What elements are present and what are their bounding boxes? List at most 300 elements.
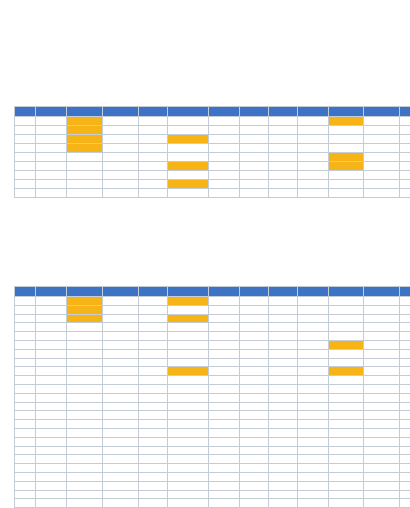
table-cell [103, 455, 139, 464]
table-cell [400, 490, 410, 499]
table-cell [67, 332, 103, 341]
table-cell [269, 144, 298, 153]
table-cell [103, 393, 139, 402]
table-cell [36, 393, 67, 402]
table-cell [364, 180, 400, 189]
table-cell [168, 117, 209, 126]
table-cell [168, 305, 209, 314]
table-row [15, 455, 410, 464]
table-cell [269, 393, 298, 402]
table-cell [240, 171, 269, 180]
section-2-table [14, 286, 410, 508]
table-cell [298, 144, 329, 153]
table-cell [240, 393, 269, 402]
table-cell [209, 428, 240, 437]
table-cell [400, 402, 410, 411]
table-cell [364, 437, 400, 446]
table-cell [139, 340, 168, 349]
table-cell [209, 314, 240, 323]
table-cell [209, 297, 240, 306]
table-cell [67, 490, 103, 499]
table-cell [240, 472, 269, 481]
table-cell [168, 144, 209, 153]
table-cell [269, 464, 298, 473]
table-cell [67, 481, 103, 490]
table-cell [67, 411, 103, 420]
table-cell [329, 402, 364, 411]
table-cell [364, 358, 400, 367]
table-cell [103, 490, 139, 499]
table-cell [298, 402, 329, 411]
table-cell [209, 472, 240, 481]
column-header [400, 107, 410, 117]
table-cell [269, 472, 298, 481]
table-cell [240, 402, 269, 411]
table-cell [15, 180, 36, 189]
table-row [15, 446, 410, 455]
table-cell [400, 376, 410, 385]
table-cell [364, 464, 400, 473]
table-cell [240, 117, 269, 126]
table-cell [139, 314, 168, 323]
table-cell [240, 323, 269, 332]
table-cell [36, 349, 67, 358]
table-row [15, 171, 410, 180]
table-cell [36, 305, 67, 314]
column-header [67, 287, 103, 297]
table-cell [168, 358, 209, 367]
table-row [15, 481, 410, 490]
table-cell [139, 499, 168, 508]
table-cell [103, 349, 139, 358]
table-cell [329, 171, 364, 180]
table-cell [400, 446, 410, 455]
table-cell [329, 135, 364, 144]
table-cell [168, 340, 209, 349]
table-cell [298, 367, 329, 376]
table-cell [168, 349, 209, 358]
table-cell [139, 420, 168, 429]
table-cell [400, 153, 410, 162]
table-cell [36, 384, 67, 393]
table-cell [139, 162, 168, 171]
table-row [15, 323, 410, 332]
table-cell [103, 135, 139, 144]
table-cell [209, 367, 240, 376]
table-cell [298, 126, 329, 135]
table-cell [329, 323, 364, 332]
table-row [15, 420, 410, 429]
table-cell [15, 411, 36, 420]
column-header [168, 107, 209, 117]
table-cell [67, 135, 103, 144]
table-cell [15, 446, 36, 455]
table-cell [168, 428, 209, 437]
table-cell [298, 189, 329, 198]
table-cell [298, 411, 329, 420]
table-cell [400, 126, 410, 135]
table-cell [103, 420, 139, 429]
table-cell [209, 144, 240, 153]
table-cell [209, 464, 240, 473]
table-row [15, 464, 410, 473]
table-cell [168, 472, 209, 481]
table-cell [139, 180, 168, 189]
table-cell [329, 349, 364, 358]
column-header [139, 287, 168, 297]
table-cell [103, 126, 139, 135]
table-cell [36, 117, 67, 126]
table-cell [139, 481, 168, 490]
table-cell [103, 384, 139, 393]
table-cell [15, 384, 36, 393]
table-cell [67, 162, 103, 171]
table-cell [67, 499, 103, 508]
table-cell [103, 332, 139, 341]
table-cell [209, 153, 240, 162]
table-cell [209, 171, 240, 180]
table-cell [67, 358, 103, 367]
table-cell [67, 402, 103, 411]
table-cell [240, 144, 269, 153]
table-cell [240, 162, 269, 171]
table-cell [15, 144, 36, 153]
table-cell [269, 135, 298, 144]
table-cell [364, 297, 400, 306]
table-cell [36, 297, 67, 306]
table-cell [329, 367, 364, 376]
table-cell [168, 420, 209, 429]
table-cell [329, 499, 364, 508]
column-header [209, 107, 240, 117]
table-cell [209, 411, 240, 420]
table-cell [36, 189, 67, 198]
table-cell [67, 455, 103, 464]
table-cell [67, 340, 103, 349]
table-cell [240, 384, 269, 393]
table-cell [269, 297, 298, 306]
table-cell [36, 358, 67, 367]
table-row [15, 499, 410, 508]
table-cell [240, 437, 269, 446]
table-cell [364, 305, 400, 314]
table-cell [329, 472, 364, 481]
table-cell [36, 126, 67, 135]
table-cell [67, 437, 103, 446]
table-cell [209, 393, 240, 402]
table-cell [139, 384, 168, 393]
table-cell [139, 305, 168, 314]
table-cell [240, 464, 269, 473]
column-header [298, 107, 329, 117]
table-cell [15, 323, 36, 332]
table-cell [269, 349, 298, 358]
table-cell [240, 499, 269, 508]
table-cell [36, 135, 67, 144]
table-cell [400, 340, 410, 349]
table-cell [36, 376, 67, 385]
table-cell [67, 472, 103, 481]
table-cell [209, 340, 240, 349]
table-cell [269, 323, 298, 332]
table-cell [15, 420, 36, 429]
table-cell [400, 171, 410, 180]
table-cell [36, 455, 67, 464]
table-cell [15, 437, 36, 446]
table-cell [269, 189, 298, 198]
table-cell [364, 490, 400, 499]
table-cell [168, 411, 209, 420]
table-cell [103, 117, 139, 126]
table-cell [329, 437, 364, 446]
column-header [15, 107, 36, 117]
table-cell [168, 297, 209, 306]
section-title-1 [14, 46, 214, 55]
table-cell [168, 171, 209, 180]
table-cell [400, 358, 410, 367]
column-header [269, 107, 298, 117]
table-cell [364, 367, 400, 376]
table-cell [329, 162, 364, 171]
table-cell [209, 162, 240, 171]
table-cell [329, 384, 364, 393]
table-cell [168, 393, 209, 402]
table-cell [67, 367, 103, 376]
table-cell [364, 189, 400, 198]
table-cell [15, 297, 36, 306]
table-cell [103, 472, 139, 481]
table-cell [240, 189, 269, 198]
table-cell [36, 411, 67, 420]
table-cell [36, 464, 67, 473]
table-cell [168, 180, 209, 189]
table-cell [364, 384, 400, 393]
table-cell [103, 171, 139, 180]
table-cell [103, 297, 139, 306]
table-cell [240, 481, 269, 490]
table-cell [139, 490, 168, 499]
table-cell [269, 367, 298, 376]
table-cell [400, 135, 410, 144]
table-cell [269, 481, 298, 490]
table-cell [67, 428, 103, 437]
table-row [15, 189, 410, 198]
table-cell [240, 376, 269, 385]
table-cell [36, 437, 67, 446]
table-cell [139, 472, 168, 481]
table-cell [36, 171, 67, 180]
table-cell [269, 411, 298, 420]
table-cell [298, 499, 329, 508]
table-cell [400, 332, 410, 341]
table-cell [103, 162, 139, 171]
table-cell [240, 420, 269, 429]
table-cell [298, 297, 329, 306]
table-row [15, 490, 410, 499]
table-cell [329, 420, 364, 429]
table-cell [364, 376, 400, 385]
table-cell [240, 411, 269, 420]
table-cell [139, 135, 168, 144]
table-cell [329, 314, 364, 323]
table-cell [240, 297, 269, 306]
table-cell [15, 490, 36, 499]
table-cell [400, 162, 410, 171]
table-cell [67, 384, 103, 393]
table-cell [103, 481, 139, 490]
table-cell [139, 297, 168, 306]
table-cell [298, 481, 329, 490]
table-row [15, 135, 410, 144]
table-cell [329, 411, 364, 420]
table-cell [15, 340, 36, 349]
table-cell [15, 153, 36, 162]
column-header [36, 107, 67, 117]
table-cell [139, 464, 168, 473]
table-cell [15, 481, 36, 490]
table-cell [67, 189, 103, 198]
table-cell [168, 189, 209, 198]
table-cell [15, 171, 36, 180]
table-cell [364, 499, 400, 508]
table-cell [103, 358, 139, 367]
table-row [15, 126, 410, 135]
table-cell [364, 126, 400, 135]
table-cell [139, 117, 168, 126]
table-cell [329, 481, 364, 490]
table-cell [400, 297, 410, 306]
table-cell [36, 402, 67, 411]
table-cell [103, 144, 139, 153]
table-cell [400, 455, 410, 464]
table-cell [240, 446, 269, 455]
column-header [364, 107, 400, 117]
table-row [15, 472, 410, 481]
section-title-2 [14, 254, 214, 263]
table-cell [139, 402, 168, 411]
table-cell [103, 402, 139, 411]
table-cell [168, 367, 209, 376]
table-cell [67, 144, 103, 153]
table-cell [15, 305, 36, 314]
table-cell [298, 393, 329, 402]
table-cell [168, 481, 209, 490]
table-cell [298, 384, 329, 393]
table-cell [298, 180, 329, 189]
table-cell [139, 446, 168, 455]
table-cell [209, 376, 240, 385]
table-cell [209, 402, 240, 411]
table-cell [400, 349, 410, 358]
table-cell [364, 323, 400, 332]
column-header [139, 107, 168, 117]
table-cell [400, 464, 410, 473]
table-cell [364, 402, 400, 411]
table-cell [36, 162, 67, 171]
table-cell [209, 455, 240, 464]
table-cell [209, 117, 240, 126]
table-cell [364, 340, 400, 349]
table-row [15, 153, 410, 162]
table-cell [209, 384, 240, 393]
table-cell [67, 297, 103, 306]
table-cell [15, 126, 36, 135]
table-cell [240, 490, 269, 499]
table-cell [209, 126, 240, 135]
table-cell [168, 126, 209, 135]
table-cell [36, 428, 67, 437]
table-cell [168, 384, 209, 393]
table-cell [400, 420, 410, 429]
table-row [15, 332, 410, 341]
table-cell [269, 376, 298, 385]
table-cell [240, 367, 269, 376]
table-cell [168, 332, 209, 341]
table-cell [400, 180, 410, 189]
table-cell [240, 332, 269, 341]
table-cell [329, 189, 364, 198]
table-cell [67, 171, 103, 180]
table-cell [103, 305, 139, 314]
column-header [329, 287, 364, 297]
table-cell [168, 446, 209, 455]
table-cell [139, 358, 168, 367]
table-cell [139, 144, 168, 153]
table-cell [269, 437, 298, 446]
table-row [15, 349, 410, 358]
table-cell [15, 135, 36, 144]
table-cell [67, 180, 103, 189]
table-cell [400, 437, 410, 446]
table-cell [240, 358, 269, 367]
table-cell [139, 367, 168, 376]
table-cell [36, 332, 67, 341]
table-cell [329, 455, 364, 464]
table-cell [269, 358, 298, 367]
table-cell [298, 340, 329, 349]
table-row [15, 411, 410, 420]
table-cell [15, 376, 36, 385]
table-cell [400, 189, 410, 198]
table-cell [269, 340, 298, 349]
table-cell [329, 358, 364, 367]
table-cell [67, 446, 103, 455]
table-cell [103, 446, 139, 455]
column-header [269, 287, 298, 297]
table-cell [364, 117, 400, 126]
table-cell [400, 384, 410, 393]
table-cell [103, 499, 139, 508]
table-cell [209, 481, 240, 490]
table-cell [103, 314, 139, 323]
table-cell [36, 446, 67, 455]
column-header [36, 287, 67, 297]
table-cell [269, 446, 298, 455]
table-cell [139, 153, 168, 162]
table-cell [139, 437, 168, 446]
table-cell [269, 305, 298, 314]
table-cell [139, 411, 168, 420]
table-cell [168, 464, 209, 473]
table-cell [298, 135, 329, 144]
table-cell [209, 437, 240, 446]
table-row [15, 314, 410, 323]
table-cell [364, 446, 400, 455]
table-cell [329, 332, 364, 341]
table-cell [209, 358, 240, 367]
table-cell [139, 323, 168, 332]
table-cell [168, 490, 209, 499]
